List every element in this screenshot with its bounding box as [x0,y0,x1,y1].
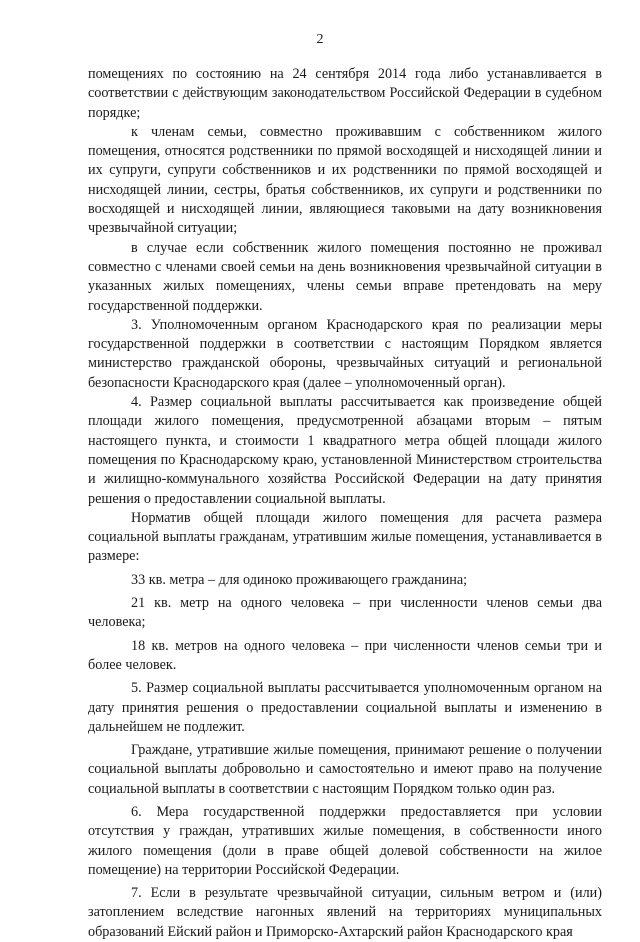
paragraph: 4. Размер социальной выплаты рассчитывается как произведение общей площади жилого помещения, предусмотренной абзацами вторым – пятым настоящего пункта, и стоимости 1 квадратного метра общей площади жилого помещения по Краснодарскому краю, установленной Министерством строительства и жилищно-коммунального хозяйства Российской Федерации на дату принятия решения о предоставлении социальной выплаты. [88,394,602,507]
paragraph: Норматив общей площади жилого помещения для расчета размера социальной выплаты гражданам, утратившим жилые помещения, устанавливается в размере: [88,509,602,565]
page-number: 2 [316,32,324,47]
paragraph: к членам семьи, совместно проживавшим с собственником жилого помещения, относятся родственники по прямой восходящей и нисходящей линии и их супруги, супруги собственников и их родственники по прямой восходящей и нисходящей линии, сестры, братья собственников, их супруги и родственники по восходящей и нисходящей линии, являющиеся таковыми на дату возникновения чрезвычайной ситуации; [88,123,602,237]
paragraph: 18 кв. метров на одного человека – при численности членов семьи три и более человек. [88,637,602,673]
document-body [88,65,602,942]
paragraph: 3. Уполномоченным органом Краснодарского края по реализации меры государственной поддержки в соответствии с настоящим Порядком является министерство гражданской обороны, чрезвычайных ситуаций и региональной безопасности Краснодарского края (далее – уполномоченный орган). [88,316,602,391]
paragraph: Граждане, утратившие жилые помещения, принимают решение о получении социальной выплаты добровольно и самостоятельно и имеют право на получение социальной выплаты в соответствии с настоящим Порядком только один раз. [88,742,602,797]
paragraph: помещениях по состоянию на 24 сентября 2014 года либо устанавливается в соответствии с действующим законодательством Российской Федерации в судебном порядке; [88,66,602,121]
paragraph: 5. Размер социальной выплаты рассчитывается уполномоченным органом на дату принятия решения о предоставлении социальной выплаты и изменению в дальнейшем не подлежит. [88,680,602,735]
paragraph: 7. Если в результате чрезвычайной ситуации, сильным ветром и (или) затоплением вследствие нагонных явлений на территориях муниципальных образований Ейский район и Приморско-Ахтарский район Краснодарского края [88,885,602,940]
paragraph: 33 кв. метра – для одиноко проживающего гражданина; [131,571,468,588]
paragraph: 6. Мера государственной поддержки предоставляется при условии отсутствия у граждан, утративших жилые помещения, в собственности иного жилого помещения (доли в праве общей долевой собственности на жилое помещение) на территории Российской Федерации. [88,803,602,878]
paragraph: в случае если собственник жилого помещения постоянно не проживал совместно с членами своей семьи на день возникновения чрезвычайной ситуации в указанных жилых помещениях, члены семьи вправе претендовать на меру государственной поддержки. [88,239,602,314]
paragraph: 21 кв. метр на одного человека – при численности членов семьи два человека; [88,595,602,631]
